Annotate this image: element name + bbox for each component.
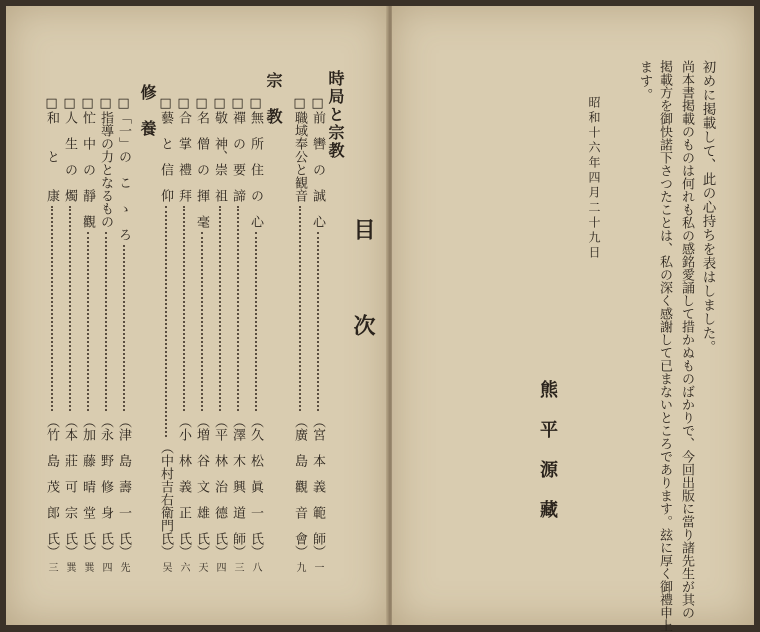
leader-dots	[183, 206, 185, 411]
entry-author: （竹 島 茂 郎 氏）	[44, 415, 59, 558]
entry-page: 四	[100, 562, 111, 572]
entry-author: （加 藤 晴 堂 氏）	[80, 415, 95, 558]
toc-entry[interactable]	[308, 96, 327, 572]
entry-title: □「一」の こ ゝ ろ	[116, 96, 131, 241]
entry-title: □忙 中 の 靜 觀	[80, 96, 95, 228]
entry-page: 八	[250, 562, 261, 572]
entry-page: 一	[312, 562, 323, 572]
entry-title: □合 掌 禮 拜	[176, 96, 191, 202]
entry-title: □名 僧 の 揮 毫	[194, 96, 209, 228]
leader-dots	[237, 206, 239, 411]
leader-dots	[51, 206, 53, 411]
toc-entry[interactable]	[78, 96, 97, 572]
entry-title: □敬 神、崇 祖	[212, 96, 227, 202]
entry-author: （永 野 修 身 氏）	[98, 415, 113, 558]
entry-title: □人 生 の 燭	[62, 96, 77, 202]
entry-page: 四	[214, 562, 225, 572]
entry-author: （中村吉右衛門氏）	[158, 441, 173, 558]
toc-entry[interactable]	[156, 96, 175, 572]
author-signature: 熊平源藏	[537, 380, 558, 540]
entry-author: （小 林 義 正 氏）	[176, 415, 191, 558]
entry-page: 九	[294, 562, 305, 572]
preface-line: 掲載方を御快諾下さつたことは、私の深く感謝して已まないところであります。玆に厚く御禮申上	[657, 60, 672, 632]
leader-dots	[219, 206, 221, 411]
entry-title: □前 轡 の 誠 心	[310, 96, 325, 228]
leader-dots	[69, 206, 71, 411]
entry-author: （廣 島 觀 音 會）	[292, 415, 307, 558]
entry-author: （増 谷 文 雄 氏）	[194, 415, 209, 558]
leader-dots	[317, 232, 319, 411]
leader-dots	[123, 245, 125, 411]
toc-entry[interactable]	[96, 96, 115, 572]
toc-entry[interactable]	[60, 96, 79, 572]
entry-page: 三	[46, 562, 57, 572]
entry-title: □無 所 住 の 心	[248, 96, 263, 228]
leader-dots	[255, 232, 257, 411]
leader-dots	[165, 206, 167, 437]
toc-entry[interactable]	[210, 96, 229, 572]
preface-line: 初めに掲載して、此の心持ちを表はしました。	[699, 60, 716, 354]
section-heading: 宗 教	[264, 72, 283, 126]
section-heading: 修 養	[138, 84, 157, 138]
entry-title: □職域奉公と観音	[292, 96, 307, 202]
entry-author: （澤 木 興 道 師）	[230, 415, 245, 558]
entry-page: 天	[196, 562, 207, 572]
entry-page: 三	[232, 562, 243, 572]
preface-line: 尚本書掲載のものは何れも私の感銘愛誦して措かぬものばかりで、今回出版に當り諸先生が其の	[679, 60, 694, 619]
leader-dots	[201, 232, 203, 411]
toc-entry[interactable]	[42, 96, 61, 572]
entry-author: （本 莊 可 宗 氏）	[62, 415, 77, 558]
entry-title: □禪 の 要 諦	[230, 96, 245, 202]
entry-author: （平 林 治 德 氏）	[212, 415, 227, 558]
entry-author: （久 松 眞 一 氏）	[248, 415, 263, 558]
toc-entry[interactable]	[290, 96, 309, 572]
toc-entry[interactable]	[228, 96, 247, 572]
entry-page: 巽	[82, 562, 93, 572]
toc-entry[interactable]	[192, 96, 211, 572]
entry-page: 先	[118, 562, 129, 572]
section-heading: 時局と宗教	[326, 70, 345, 160]
toc-title: 目 次	[350, 218, 376, 362]
preface-line: ます。	[636, 60, 653, 102]
entry-title: □指導の力となるもの	[98, 96, 113, 228]
entry-page: 巽	[64, 562, 75, 572]
entry-title: □和 と 康	[44, 96, 59, 202]
leader-dots	[299, 206, 301, 411]
leader-dots	[105, 232, 107, 411]
entry-author: （宮 本 義 範 師）	[310, 415, 325, 558]
toc-entry[interactable]	[174, 96, 193, 572]
entry-page: 吴	[160, 562, 171, 572]
entry-title: □藝 と 信 仰	[158, 96, 173, 202]
entry-author: （津 島 壽 一 氏）	[116, 415, 131, 558]
toc-entry[interactable]	[114, 96, 133, 572]
toc-entry[interactable]	[246, 96, 265, 572]
leader-dots	[87, 232, 89, 411]
entry-page: 六	[178, 562, 189, 572]
preface-date: 昭和十六年四月二十九日	[587, 96, 601, 261]
